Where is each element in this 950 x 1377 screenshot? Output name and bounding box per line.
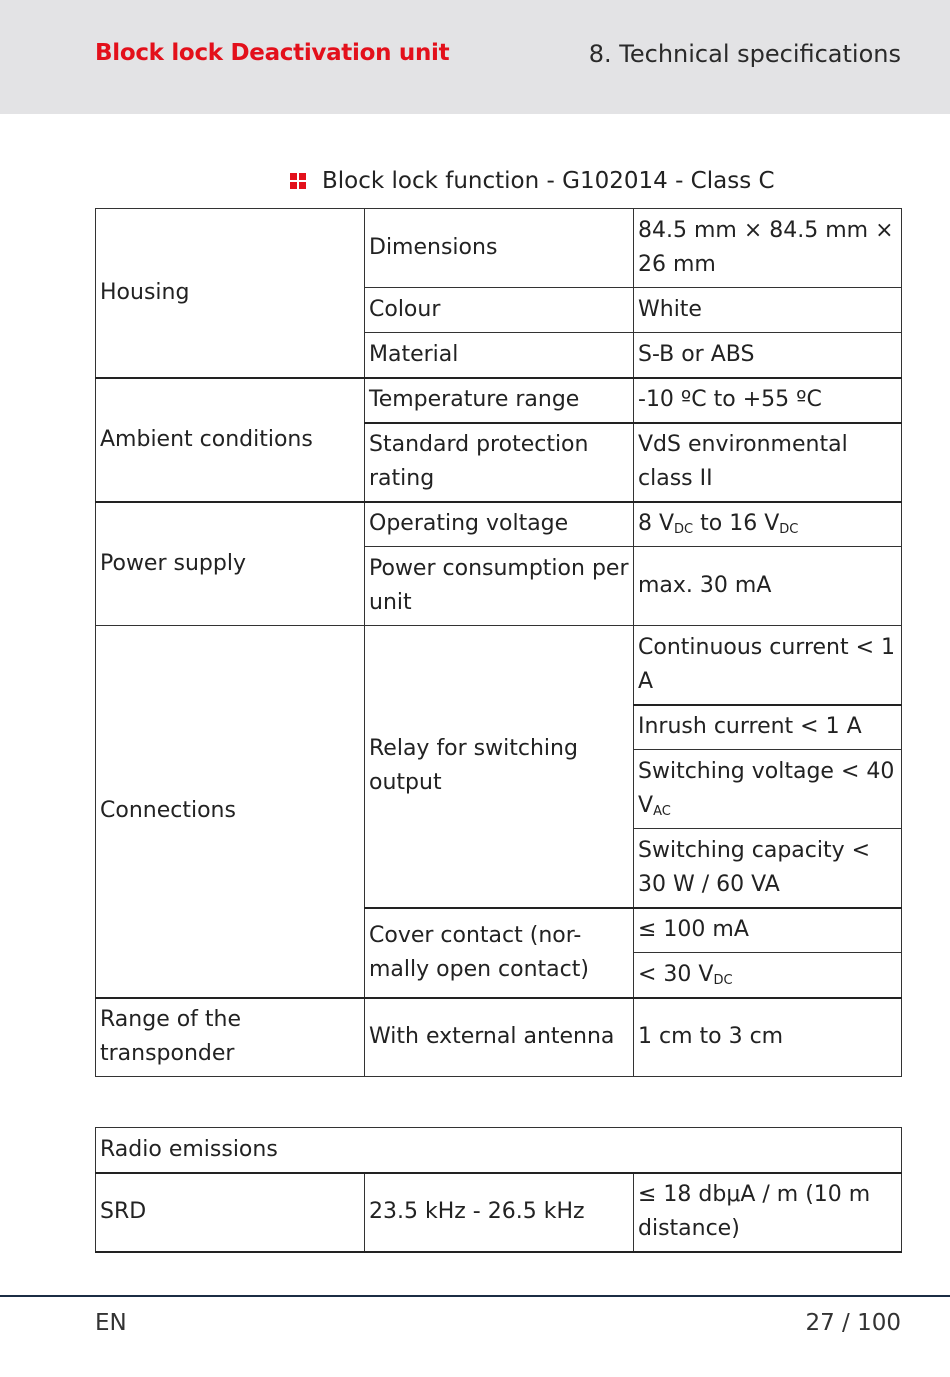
product-title: Block lock Deactivation unit (95, 40, 450, 66)
operating-voltage-label: Operating voltage (365, 502, 634, 547)
section-title-text: Block lock function - G102014 - Class C (322, 168, 775, 194)
page-number: 27 / 100 (805, 1310, 901, 1336)
cover-current-value: ≤ 100 mA (634, 908, 902, 953)
footer-divider (0, 1295, 950, 1297)
temperature-value: -10 ºC to +55 ºC (634, 378, 902, 423)
cover-contact-label: Cover contact (nor-mally open contact) (365, 908, 634, 998)
continuous-current-value: Continuous current < 1 A (634, 626, 902, 705)
colour-value: White (634, 288, 902, 333)
relay-label: Relay for switching output (365, 626, 634, 908)
antenna-value: 1 cm to 3 cm (634, 998, 902, 1077)
range-label: Range of the transponder (96, 998, 365, 1077)
srd-label: SRD (96, 1173, 365, 1252)
language-label: EN (95, 1310, 127, 1336)
spec-table (95, 208, 902, 1077)
power-consumption-value: max. 30 mA (634, 547, 902, 626)
operating-voltage-value: 8 $V_{DC}$ to 16 $V_{DC}$ (634, 502, 902, 547)
dimensions-value: 84.5 mm × 84.5 mm × 26 mm (634, 209, 902, 288)
ambient-label: Ambient conditions (96, 378, 365, 502)
protection-value: VdS environmental class II (634, 423, 902, 502)
switching-voltage-value: Switching voltage < 40 $V_{AC}$ (634, 750, 902, 829)
cover-voltage-value: < 30 $V_{DC}$ (634, 953, 902, 998)
inrush-current-value: Inrush current < 1 A (634, 705, 902, 750)
colour-label: Colour (365, 288, 634, 333)
material-label: Material (365, 333, 634, 378)
antenna-label: With external antenna (365, 998, 634, 1077)
material-value: S-B or ABS (634, 333, 902, 378)
radio-table (95, 1127, 902, 1253)
temperature-label: Temperature range (365, 378, 634, 423)
dimensions-label: Dimensions (365, 209, 634, 288)
page-header (0, 0, 950, 114)
power-consumption-label: Power consumption per unit (365, 547, 634, 626)
srd-value: ≤ 18 dbμA / m (10 m distance) (634, 1173, 902, 1252)
grid-icon (290, 173, 306, 189)
srd-frequency: 23.5 kHz - 26.5 kHz (365, 1173, 634, 1252)
section-heading (290, 166, 775, 196)
protection-label: Standard protection rating (365, 423, 634, 502)
connections-label: Connections (96, 626, 365, 998)
radio-heading: Radio emissions (96, 1128, 902, 1173)
chapter-title: 8. Technical specifications (588, 40, 901, 68)
power-supply-label: Power supply (96, 502, 365, 626)
switching-capacity-value: Switching capacity < 30 W / 60 VA (634, 829, 902, 908)
housing-label: Housing (96, 209, 365, 378)
